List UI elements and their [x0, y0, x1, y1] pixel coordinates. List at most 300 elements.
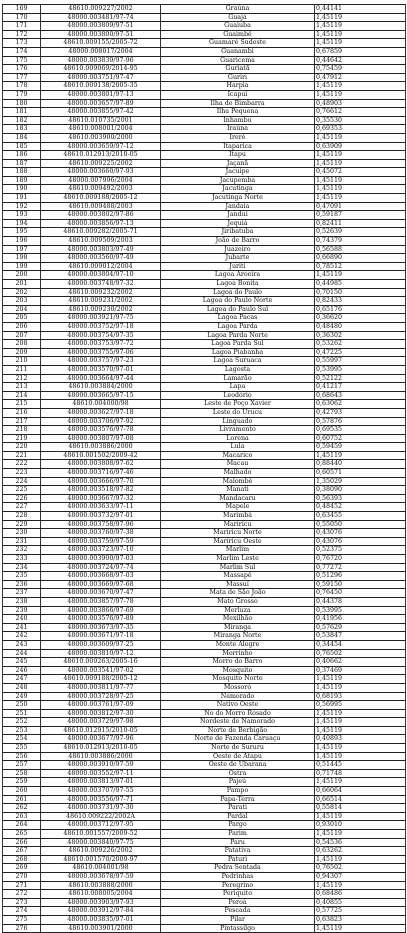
- row-number: 218: [3, 426, 41, 435]
- table-row: [3, 778, 406, 787]
- process-number: 48000.003666/97-70: [41, 477, 161, 486]
- row-number: 221: [3, 451, 41, 460]
- coefficient-value: 0,37469: [315, 666, 406, 675]
- row-number: 264: [3, 821, 41, 830]
- field-name: Oeste de Atapu: [161, 752, 315, 761]
- coefficient-value: 0,68486: [315, 890, 406, 899]
- field-name: Pajeú: [161, 778, 315, 787]
- process-number: 48610.009188/2005-12: [41, 675, 161, 684]
- coefficient-value: 0,69353: [315, 125, 406, 134]
- table-row: [3, 864, 406, 873]
- process-number: 48610.009282/2005-71: [41, 228, 161, 237]
- row-number: 249: [3, 692, 41, 701]
- coefficient-value: 0,70150: [315, 288, 406, 297]
- row-number: 269: [3, 864, 41, 873]
- row-number: 259: [3, 778, 41, 787]
- field-name: Mariricu Oeste: [161, 537, 315, 546]
- coefficient-value: 1,45119: [315, 22, 406, 31]
- table-row: [3, 434, 406, 443]
- table-row: [3, 90, 406, 99]
- coefficient-value: 0,40893: [315, 735, 406, 744]
- table-row: [3, 469, 406, 478]
- row-number: 197: [3, 245, 41, 254]
- coefficient-value: 0,53995: [315, 606, 406, 615]
- process-number: 48000.003839/97-96: [41, 56, 161, 65]
- row-number: 261: [3, 795, 41, 804]
- process-number: 48000.003659/97-12: [41, 142, 161, 151]
- table-row: [3, 357, 406, 366]
- field-name: Juazeiro: [161, 245, 315, 254]
- field-name: Guanambi: [161, 47, 315, 56]
- coefficient-value: 0,76612: [315, 108, 406, 117]
- coefficient-value: 0,38090: [315, 486, 406, 495]
- row-number: 230: [3, 529, 41, 538]
- process-number: 48000.003903/97-93: [41, 898, 161, 907]
- table-row: [3, 658, 406, 667]
- table-row: [3, 640, 406, 649]
- coefficient-value: 0,36620: [315, 314, 406, 323]
- row-number: 180: [3, 99, 41, 108]
- field-name: Miranga Norte: [161, 632, 315, 641]
- row-number: 198: [3, 254, 41, 263]
- table-row: [3, 159, 406, 168]
- field-name: Guaiuba: [161, 22, 315, 31]
- field-name: Massuí: [161, 580, 315, 589]
- table-row: [3, 615, 406, 624]
- table-row: [3, 812, 406, 821]
- coefficient-value: 0,52639: [315, 228, 406, 237]
- table-row: [3, 692, 406, 701]
- row-number: 177: [3, 73, 41, 82]
- coefficient-value: 0,65176: [315, 305, 406, 314]
- table-row: [3, 219, 406, 228]
- process-number: 48000.003752/97-18: [41, 322, 161, 331]
- table-row: [3, 907, 406, 916]
- coefficient-value: 0,75459: [315, 65, 406, 74]
- coefficient-value: 0,55997: [315, 357, 406, 366]
- table-row: [3, 254, 406, 263]
- row-number: 174: [3, 47, 41, 56]
- field-name: Mapele: [161, 503, 315, 512]
- row-number: 212: [3, 374, 41, 383]
- coefficient-value: 0,76450: [315, 589, 406, 598]
- coefficient-value: 0,54536: [315, 838, 406, 847]
- table-row: [3, 47, 406, 56]
- row-number: 195: [3, 228, 41, 237]
- process-number: 48610.009138/2005-35: [41, 82, 161, 91]
- table-row: [3, 546, 406, 555]
- field-name: Jandaia: [161, 202, 315, 211]
- coefficient-value: 0,41217: [315, 383, 406, 392]
- process-number: 48610.009227/2002: [41, 5, 161, 14]
- coefficient-value: 0,59187: [315, 211, 406, 220]
- table-row: [3, 589, 406, 598]
- process-number: 48000.003706/97-92: [41, 417, 161, 426]
- row-number: 187: [3, 159, 41, 168]
- field-name: Lula: [161, 443, 315, 452]
- coefficient-value: 1,45119: [315, 30, 406, 39]
- coefficient-value: 0,44985: [315, 280, 406, 289]
- field-name: Jacupemba: [161, 176, 315, 185]
- field-name: Nordeste de Namorado: [161, 718, 315, 727]
- field-name: Jequiá: [161, 219, 315, 228]
- coefficient-value: 0,63062: [315, 400, 406, 409]
- coefficient-value: 1,45119: [315, 726, 406, 735]
- coefficient-value: 1,45119: [315, 451, 406, 460]
- process-number: 48610.012913/2010-05: [41, 744, 161, 753]
- field-name: Nativo Oeste: [161, 701, 315, 710]
- row-number: 206: [3, 322, 41, 331]
- table-row: [3, 314, 406, 323]
- coefficient-value: 0,63909: [315, 142, 406, 151]
- field-name: Leodório: [161, 391, 315, 400]
- row-number: 255: [3, 744, 41, 753]
- document-page: [2, 4, 405, 933]
- row-number: 215: [3, 400, 41, 409]
- table-row: [3, 22, 406, 31]
- coefficient-value: 0,71748: [315, 769, 406, 778]
- process-number: 48000.003802/97-86: [41, 211, 161, 220]
- field-name: Mosquito Norte: [161, 675, 315, 684]
- field-name: Lorena: [161, 434, 315, 443]
- row-number: 211: [3, 365, 41, 374]
- coefficient-value: 0,94307: [315, 872, 406, 881]
- process-number: 48000.003570/97-01: [41, 365, 161, 374]
- row-number: 199: [3, 262, 41, 271]
- field-name: Linguado: [161, 417, 315, 426]
- row-number: 275: [3, 915, 41, 924]
- coefficient-value: 0,47091: [315, 202, 406, 211]
- row-number: 220: [3, 443, 41, 452]
- coefficient-value: 1,45119: [315, 752, 406, 761]
- coefficient-value: 0,53262: [315, 340, 406, 349]
- coefficient-value: 1,45119: [315, 675, 406, 684]
- row-number: 203: [3, 297, 41, 306]
- process-number: 48000.003855/97-42: [41, 108, 161, 117]
- coefficient-value: 0,47912: [315, 73, 406, 82]
- process-number: 48000.003576/97-78: [41, 426, 161, 435]
- field-name: Mandacaru: [161, 494, 315, 503]
- row-number: 176: [3, 65, 41, 74]
- row-number: 238: [3, 597, 41, 606]
- process-number: 48000.003627/97-18: [41, 408, 161, 417]
- row-number: 272: [3, 890, 41, 899]
- table-row: [3, 65, 406, 74]
- table-row: [3, 555, 406, 564]
- coefficient-value: 0,34454: [315, 640, 406, 649]
- field-name: Guaimbê: [161, 30, 315, 39]
- field-name: Leste de Poço Xavier: [161, 400, 315, 409]
- process-number: 48000.003560/97-49: [41, 254, 161, 263]
- table-row: [3, 408, 406, 417]
- row-number: 246: [3, 666, 41, 675]
- process-number: 48000.003732/97-01: [41, 512, 161, 521]
- field-name: Macau: [161, 460, 315, 469]
- field-name: Lagoa do Paulo Sul: [161, 305, 315, 314]
- field-name: Miranga: [161, 623, 315, 632]
- field-name: Guajá: [161, 13, 315, 22]
- row-number: 201: [3, 280, 41, 289]
- row-number: 271: [3, 881, 41, 890]
- field-name: Lagoa do Paulo: [161, 288, 315, 297]
- coefficient-value: 0,76720: [315, 555, 406, 564]
- table-row: [3, 202, 406, 211]
- process-number: 48000.003866/97-69: [41, 606, 161, 615]
- table-row: [3, 228, 406, 237]
- process-number: 48610.009509/2003: [41, 237, 161, 246]
- row-number: 229: [3, 520, 41, 529]
- table-row: [3, 133, 406, 142]
- row-number: 196: [3, 237, 41, 246]
- table-row: [3, 572, 406, 581]
- row-number: 241: [3, 623, 41, 632]
- row-number: 239: [3, 606, 41, 615]
- row-number: 260: [3, 787, 41, 796]
- coefficient-value: 0,67859: [315, 47, 406, 56]
- row-number: 247: [3, 675, 41, 684]
- coefficient-value: 0,40662: [315, 658, 406, 667]
- process-number: 48000.003757/97-23: [41, 357, 161, 366]
- row-number: 234: [3, 563, 41, 572]
- process-number: 48610.009231/2002: [41, 297, 161, 306]
- coefficient-value: 1,45119: [315, 683, 406, 692]
- table-row: [3, 5, 406, 14]
- table-row: [3, 512, 406, 521]
- table-row: [3, 305, 406, 314]
- field-name: Mariricu Norte: [161, 529, 315, 538]
- field-name: Peroá: [161, 898, 315, 907]
- row-number: 237: [3, 589, 41, 598]
- table-row: [3, 211, 406, 220]
- table-row: [3, 787, 406, 796]
- coefficient-value: 0,47225: [315, 348, 406, 357]
- process-number: 48000.003754/97-35: [41, 331, 161, 340]
- table-row: [3, 400, 406, 409]
- row-number: 210: [3, 357, 41, 366]
- coefficient-value: 0,57876: [315, 417, 406, 426]
- field-name: Juriti: [161, 262, 315, 271]
- field-name: Graúna: [161, 5, 315, 14]
- table-row: [3, 151, 406, 160]
- field-name: Monte Alegre: [161, 640, 315, 649]
- table-row: [3, 666, 406, 675]
- process-number: 48000.003665/97-15: [41, 391, 161, 400]
- field-name: Livramento: [161, 426, 315, 435]
- row-number: 265: [3, 830, 41, 839]
- process-number: 48000.003677/97-96: [41, 735, 161, 744]
- process-number: 48610.009222/2002A: [41, 812, 161, 821]
- process-number: 48610.003886/2000: [41, 443, 161, 452]
- field-name: Lagoa Aroeira: [161, 271, 315, 280]
- table-row: [3, 194, 406, 203]
- field-name: Parim: [161, 830, 315, 839]
- row-number: 245: [3, 658, 41, 667]
- process-number: 48610.009155/2005-72: [41, 39, 161, 48]
- table-row: [3, 838, 406, 847]
- row-number: 209: [3, 348, 41, 357]
- coefficient-value: 0,57725: [315, 907, 406, 916]
- table-row: [3, 872, 406, 881]
- row-number: 254: [3, 735, 41, 744]
- row-number: 222: [3, 460, 41, 469]
- table-row: [3, 477, 406, 486]
- process-number: 48000.003712/97-95: [41, 821, 161, 830]
- table-row: [3, 563, 406, 572]
- coefficient-value: 0,40855: [315, 898, 406, 907]
- process-number: 48610.003888/2000: [41, 881, 161, 890]
- coefficient-value: 0,78512: [315, 262, 406, 271]
- row-number: 172: [3, 30, 41, 39]
- field-name: Icapuí: [161, 90, 315, 99]
- process-number: 48610.009188/2005-12: [41, 194, 161, 203]
- row-number: 189: [3, 176, 41, 185]
- process-number: 48610.008001/2004: [41, 125, 161, 134]
- field-name: Ilha de Bimbarra: [161, 99, 315, 108]
- process-number: 48000.003723/97-10: [41, 546, 161, 555]
- row-number: 274: [3, 907, 41, 916]
- coefficient-value: 1,45119: [315, 151, 406, 160]
- process-number: 48000.003912/97-84: [41, 907, 161, 916]
- table-row: [3, 168, 406, 177]
- process-number: 48000.003809/97-51: [41, 22, 161, 31]
- field-name: Lagoa Bonita: [161, 280, 315, 289]
- field-name: Jandui: [161, 211, 315, 220]
- row-number: 270: [3, 872, 41, 881]
- process-number: 48610.009232/2002: [41, 288, 161, 297]
- coefficient-value: 0,56588: [315, 245, 406, 254]
- field-name: Itapu: [161, 151, 315, 160]
- field-name: Patativa: [161, 847, 315, 856]
- coefficient-value: 0,45072: [315, 168, 406, 177]
- field-name: Marlim: [161, 546, 315, 555]
- process-number: 48000.003716/97-46: [41, 469, 161, 478]
- table-row: [3, 108, 406, 117]
- coefficient-value: 0,59459: [315, 443, 406, 452]
- process-number: 48000.003910/97-59: [41, 761, 161, 770]
- coefficient-value: 0,60752: [315, 434, 406, 443]
- table-row: [3, 30, 406, 39]
- coefficient-value: 1,45119: [315, 778, 406, 787]
- process-number: 48000.003755/97-06: [41, 348, 161, 357]
- coefficient-value: 0,88440: [315, 460, 406, 469]
- row-number: 223: [3, 469, 41, 478]
- process-number: 48610.001502/2009-42: [41, 451, 161, 460]
- row-number: 251: [3, 709, 41, 718]
- process-number: 48610.009492/2003: [41, 185, 161, 194]
- coefficient-value: 0,48903: [315, 99, 406, 108]
- process-number: 48000.007996/2004: [41, 176, 161, 185]
- process-number: 48000.003813/97-01: [41, 778, 161, 787]
- table-row: [3, 752, 406, 761]
- process-number: 48000.003810/97-12: [41, 649, 161, 658]
- row-number: 224: [3, 477, 41, 486]
- process-number: 48000.003576/97-89: [41, 615, 161, 624]
- fields-table: [2, 4, 406, 933]
- coefficient-value: 1,45119: [315, 90, 406, 99]
- table-row: [3, 280, 406, 289]
- row-number: 250: [3, 701, 41, 710]
- table-row: [3, 623, 406, 632]
- table-row: [3, 73, 406, 82]
- coefficient-value: 1,45119: [315, 924, 406, 933]
- coefficient-value: 0,48452: [315, 503, 406, 512]
- bottom-rule: [2, 924, 405, 925]
- row-number: 190: [3, 185, 41, 194]
- table-row: [3, 683, 406, 692]
- field-name: Marlim Sul: [161, 563, 315, 572]
- process-number: 48000.003667/97-32: [41, 494, 161, 503]
- coefficient-value: 1,45119: [315, 881, 406, 890]
- coefficient-value: 1,45119: [315, 812, 406, 821]
- field-name: Lagoa Pacas: [161, 314, 315, 323]
- process-number: 48610.004000/98: [41, 400, 161, 409]
- table-row: [3, 821, 406, 830]
- coefficient-value: 0,53847: [315, 632, 406, 641]
- field-name: Merluza: [161, 606, 315, 615]
- coefficient-value: 1,45119: [315, 855, 406, 864]
- table-row: [3, 915, 406, 924]
- table-row: [3, 769, 406, 778]
- coefficient-value: 0,68193: [315, 692, 406, 701]
- process-number: 48000.003811/97-77: [41, 683, 161, 692]
- field-name: Paturi: [161, 855, 315, 864]
- coefficient-value: 1,45119: [315, 133, 406, 142]
- coefficient-value: 0,55050: [315, 520, 406, 529]
- coefficient-value: 0,48480: [315, 322, 406, 331]
- row-number: 257: [3, 761, 41, 770]
- row-number: 185: [3, 142, 41, 151]
- table-body: [3, 5, 406, 933]
- row-number: 244: [3, 649, 41, 658]
- table-row: [3, 460, 406, 469]
- table-row: [3, 744, 406, 753]
- row-number: 225: [3, 486, 41, 495]
- table-row: [3, 632, 406, 641]
- process-number: 48610.009069/2014-95: [41, 65, 161, 74]
- table-row: [3, 271, 406, 280]
- table-row: [3, 701, 406, 710]
- field-name: Iraúna: [161, 125, 315, 134]
- row-number: 202: [3, 288, 41, 297]
- process-number: 48000.003835/97-01: [41, 915, 161, 924]
- process-number: 48610.009230/2002: [41, 305, 161, 314]
- row-number: 217: [3, 417, 41, 426]
- process-number: 48000.003748/97-32: [41, 280, 161, 289]
- process-number: 48000.003808/97-62: [41, 460, 161, 469]
- coefficient-value: 0,52375: [315, 546, 406, 555]
- field-name: Norte de Fazenda Caruaçu: [161, 735, 315, 744]
- table-row: [3, 503, 406, 512]
- table-row: [3, 116, 406, 125]
- row-number: 262: [3, 804, 41, 813]
- table-row: [3, 898, 406, 907]
- coefficient-value: 0,77272: [315, 563, 406, 572]
- field-name: Marimbá: [161, 512, 315, 521]
- table-row: [3, 56, 406, 65]
- table-row: [3, 718, 406, 727]
- row-number: 184: [3, 133, 41, 142]
- process-number: 48000.003633/97-11: [41, 503, 161, 512]
- field-name: Lapa: [161, 383, 315, 392]
- row-number: 192: [3, 202, 41, 211]
- process-number: 48000.008017/2004: [41, 47, 161, 56]
- field-name: Morrinho: [161, 649, 315, 658]
- field-name: Pedra Sentada: [161, 864, 315, 873]
- coefficient-value: 0,74379: [315, 237, 406, 246]
- table-row: [3, 890, 406, 899]
- process-number: 48610.003886/2000: [41, 752, 161, 761]
- process-number: 48000.003670/97-47: [41, 589, 161, 598]
